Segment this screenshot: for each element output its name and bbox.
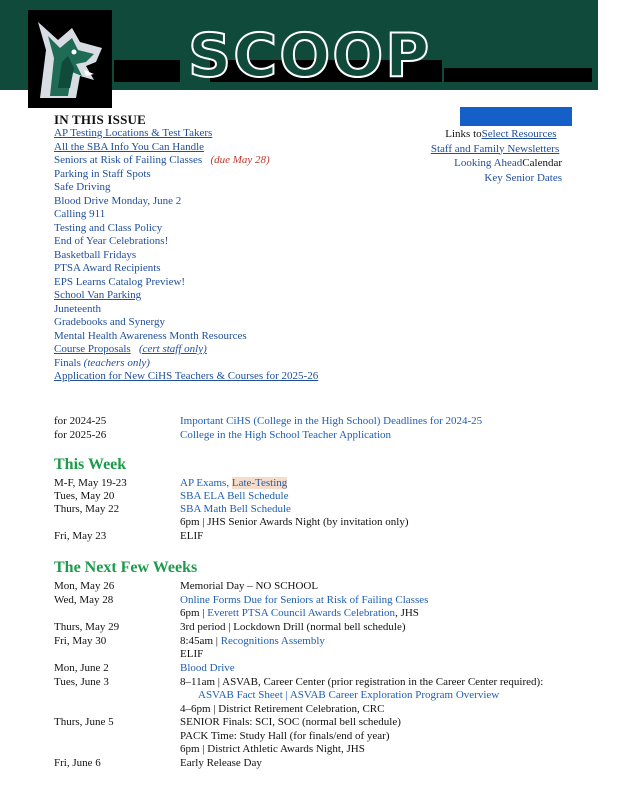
link-late-testing[interactable]: Late-Testing [231,477,288,489]
date-june-5: Thurs, June 5 [54,716,114,728]
link-key-senior-dates[interactable]: Key Senior Dates [484,171,562,184]
event-lockdown-drill: 3rd period | Lockdown Drill (normal bell schedule) [180,621,406,633]
event-sba-math [180,503,291,516]
toc-link-safe-driving[interactable]: Safe Driving [54,181,111,193]
toc-link-seniors-failing[interactable]: Seniors at Risk of Failing Classes [54,154,203,166]
event-ptsa-awards [180,607,419,620]
toc-link-course-proposals[interactable]: Course Proposals [54,343,131,355]
event-recognitions [180,635,325,648]
link-looking-ahead[interactable]: Looking Ahead [454,157,523,169]
this-week-heading: This Week [54,456,127,473]
toc-link-cihs-application[interactable]: Application for New CiHS Teachers & Courses for 2025-26 [54,370,319,382]
toc-link-gradebooks[interactable]: Gradebooks and Synergy [54,316,165,328]
ptsa-time: 6pm | [180,607,208,619]
toc-note-teachers: (teachers only) [83,356,150,369]
event-early-release: Early Release Day [180,757,262,769]
event-memorial-day: Memorial Day – NO SCHOOL [180,580,319,592]
asvab-links [198,689,499,702]
next-weeks-heading: The Next Few Weeks [54,559,198,576]
link-recognitions-assembly[interactable]: Recognitions Assembly [220,635,325,647]
event-retirement: 4–6pm | District Retirement Celebration, CRC [180,703,385,715]
link-sba-math[interactable]: SBA Math [180,503,227,515]
link-asvab-program-overview[interactable]: ASVAB Career Exploration Program Overview [289,689,500,701]
asvab-separator: | [282,689,290,701]
banner-bar-left [114,60,180,82]
event-elif-may-30: ELIF [180,648,204,660]
blue-header-box [460,107,572,126]
in-this-issue-heading: IN THIS ISSUE [54,112,146,127]
newsletter-title: SCOOP [188,21,432,91]
toc-link-calling-911[interactable]: Calling 911 [54,208,106,220]
link-asvab-fact-sheet[interactable]: ASVAB Fact Sheet [198,689,283,701]
date-may-19-23: M-F, May 19-23 [54,477,127,489]
links-panel [360,127,562,185]
deadline-label-2024: for 2024-25 [54,415,107,427]
toc-note-cert: (cert staff only) [138,343,207,355]
toc-link-celebrations[interactable]: End of Year Celebrations! [54,235,169,247]
event-sba-ela [180,490,288,503]
date-may-23: Fri, May 23 [54,530,107,542]
link-blood-drive[interactable]: Blood Drive [180,662,235,674]
link-staff-family-newsletters[interactable]: Staff and Family Newsletters [430,142,560,155]
toc-link-finals[interactable]: Finals [54,356,81,369]
links-prefix: Links to [445,128,482,140]
link-online-forms[interactable]: Online Forms Due for Seniors at Risk of Failing Classes [180,594,429,606]
link-bell-schedule-math[interactable]: Bell Schedule [229,503,291,515]
event-ap-exams [180,477,287,490]
date-june-2: Mon, June 2 [54,662,109,674]
link-cihs-teacher-application[interactable]: College in the High School Teacher Application [180,429,392,441]
date-june-3: Tues, June 3 [54,676,109,688]
table-of-contents [54,127,318,384]
date-may-29: Thurs, May 29 [54,621,120,633]
date-may-20: Tues, May 20 [54,490,115,502]
link-cihs-deadlines[interactable]: Important CiHS (College in the High School) Deadlines for 2024-25 [180,415,483,427]
link-bell-schedule-ela[interactable]: Bell Schedule [227,490,289,502]
date-june-6: Fri, June 6 [54,757,101,769]
date-may-28: Wed, May 28 [54,594,114,606]
ptsa-location: , JHS [395,607,419,619]
link-select-resources[interactable]: Select Resources [481,128,557,140]
link-ptsa-council-awards[interactable]: Everett PTSA Council Awards Celebration [207,607,396,619]
event-asvab: 8–11am | ASVAB, Career Center (prior registration in the Career Center required): [180,676,544,688]
date-may-26: Mon, May 26 [54,580,115,592]
link-sba-ela[interactable]: SBA ELA [180,490,225,502]
toc-link-eps-learns[interactable]: EPS Learns Catalog Preview! [54,275,186,288]
toc-note-due: (due May 28) [210,154,270,166]
event-athletic-awards: 6pm | District Athletic Awards Night, JHS [180,743,365,755]
toc-link-parking[interactable]: Parking in Staff Spots [54,167,151,180]
event-pack-time: PACK Time: Study Hall (for finals/end of year) [180,730,390,742]
toc-link-ap-testing[interactable]: AP Testing Locations & Test Takers [54,127,213,139]
toc-link-mental-health[interactable]: Mental Health Awareness Month Resources [54,329,247,342]
date-may-30: Fri, May 30 [54,635,107,647]
assembly-time: 8:45am | [180,635,221,647]
toc-link-sba[interactable]: All the SBA Info You Can Handle [54,140,205,153]
toc-link-van-parking[interactable]: School Van Parking [54,289,142,301]
wolf-logo-icon [28,10,112,108]
event-elif-may-23: ELIF [180,530,204,542]
event-senior-awards: 6pm | JHS Senior Awards Night (by invitation only) [180,516,409,528]
date-may-22: Thurs, May 22 [54,503,120,515]
toc-link-testing-policy[interactable]: Testing and Class Policy [54,221,163,234]
toc-link-ptsa[interactable]: PTSA Award Recipients [54,262,161,274]
toc-link-blood-drive[interactable]: Blood Drive Monday, June 2 [54,194,182,207]
toc-link-juneteenth[interactable]: Juneteenth [54,302,102,315]
link-ap-exams[interactable]: AP Exams, [180,477,232,489]
banner-bar-right [444,68,592,82]
calendar-label: Calendar [522,157,562,169]
toc-link-basketball[interactable]: Basketball Fridays [54,248,137,261]
deadline-label-2025: for 2025-26 [54,429,107,441]
event-senior-finals: SENIOR Finals: SCI, SOC (normal bell schedule) [180,716,401,728]
